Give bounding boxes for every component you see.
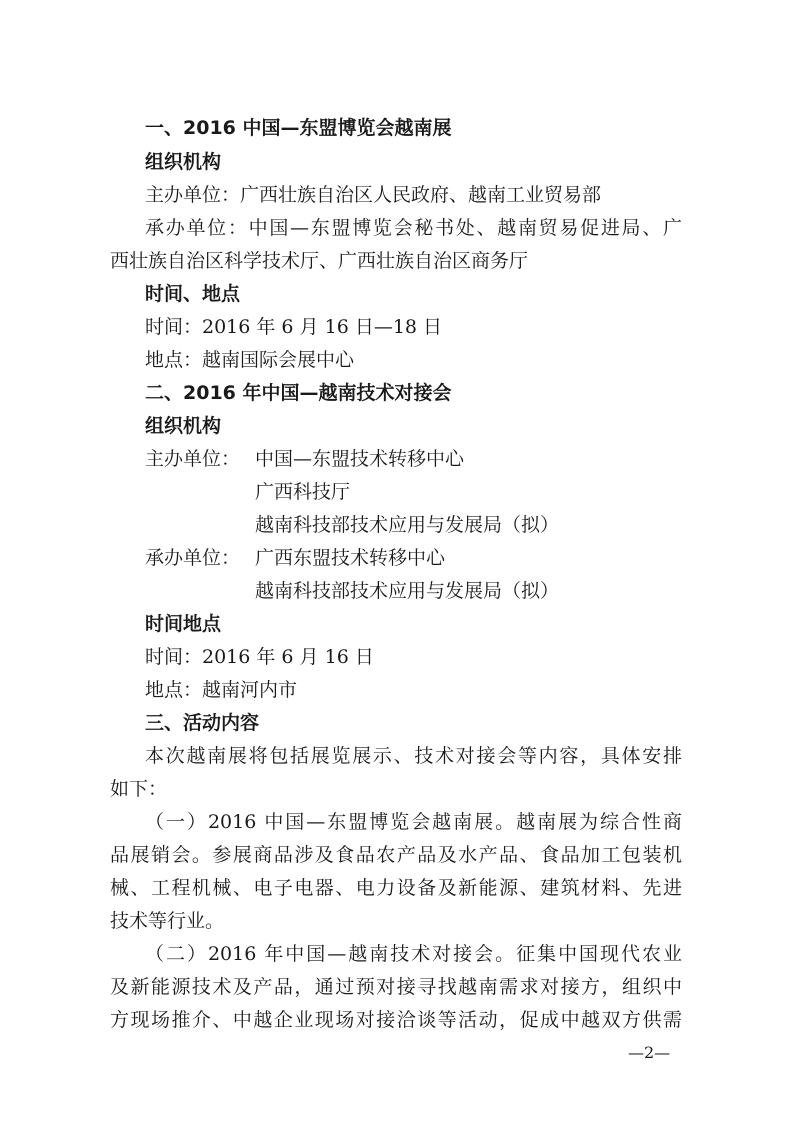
- section-2-org-heading: 组织机构: [145, 415, 222, 437]
- section-3-paragraph-1-line-1: （一）2016 中国—东盟博览会越南展。越南展为综合性商: [145, 811, 682, 833]
- section-2-heading: 二、2016 年中国—越南技术对接会: [145, 382, 452, 404]
- section-2-organizer-1: 广西东盟技术转移中心: [255, 547, 446, 569]
- section-2-host-label: 主办单位：: [145, 448, 241, 470]
- section-2-time: 时间：2016 年 6 月 16 日: [145, 646, 374, 668]
- section-2-host-3: 越南科技部技术应用与发展局（拟）: [255, 514, 560, 536]
- section-1-organizer-line-2: 西壮族自治区科学技术厅、广西壮族自治区商务厅: [110, 250, 529, 272]
- section-1-place: 地点：越南国际会展中心: [145, 349, 355, 371]
- section-3-paragraph-1-line-2: 品展销会。参展商品涉及食品农产品及水产品、食品加工包装机: [110, 844, 682, 866]
- section-3-paragraph-2-line-2: 及新能源技术及产品，通过预对接寻找越南需求对接方，组织中: [110, 976, 682, 998]
- section-2-organizer-2: 越南科技部技术应用与发展局（拟）: [255, 580, 560, 602]
- section-3-heading: 三、活动内容: [145, 712, 260, 734]
- section-2-organizer-label: 承办单位：: [145, 547, 241, 569]
- section-1-host: 主办单位：广西壮族自治区人民政府、越南工业贸易部: [145, 184, 602, 206]
- section-3-paragraph-2-line-3: 方现场推介、中越企业现场对接洽谈等活动，促成中越双方供需: [110, 1009, 682, 1031]
- section-1-org-heading: 组织机构: [145, 151, 222, 173]
- section-2-place: 地点：越南河内市: [145, 679, 298, 701]
- section-2-host-1: 中国—东盟技术转移中心: [255, 448, 465, 470]
- page-number: —2—: [628, 1043, 671, 1062]
- section-2-host-2: 广西科技厅: [255, 481, 351, 503]
- section-3-paragraph-1-line-4: 技术等行业。: [110, 910, 225, 932]
- section-3-intro-line-2: 如下：: [110, 778, 168, 800]
- section-2-time-place-heading: 时间地点: [145, 613, 222, 635]
- section-1-heading: 一、2016 中国—东盟博览会越南展: [145, 117, 452, 139]
- section-1-organizer-line-1: 承办单位：中国—东盟博览会秘书处、越南贸易促进局、广: [145, 217, 682, 239]
- section-1-time: 时间：2016 年 6 月 16 日—18 日: [145, 316, 443, 338]
- section-3-paragraph-1-line-3: 械、工程机械、电子电器、电力设备及新能源、建筑材料、先进: [110, 877, 682, 899]
- section-3-paragraph-2-line-1: （二）2016 年中国—越南技术对接会。征集中国现代农业: [145, 943, 682, 965]
- section-3-intro-line-1: 本次越南展将包括展览展示、技术对接会等内容，具体安排: [145, 745, 682, 767]
- section-1-time-place-heading: 时间、地点: [145, 283, 241, 305]
